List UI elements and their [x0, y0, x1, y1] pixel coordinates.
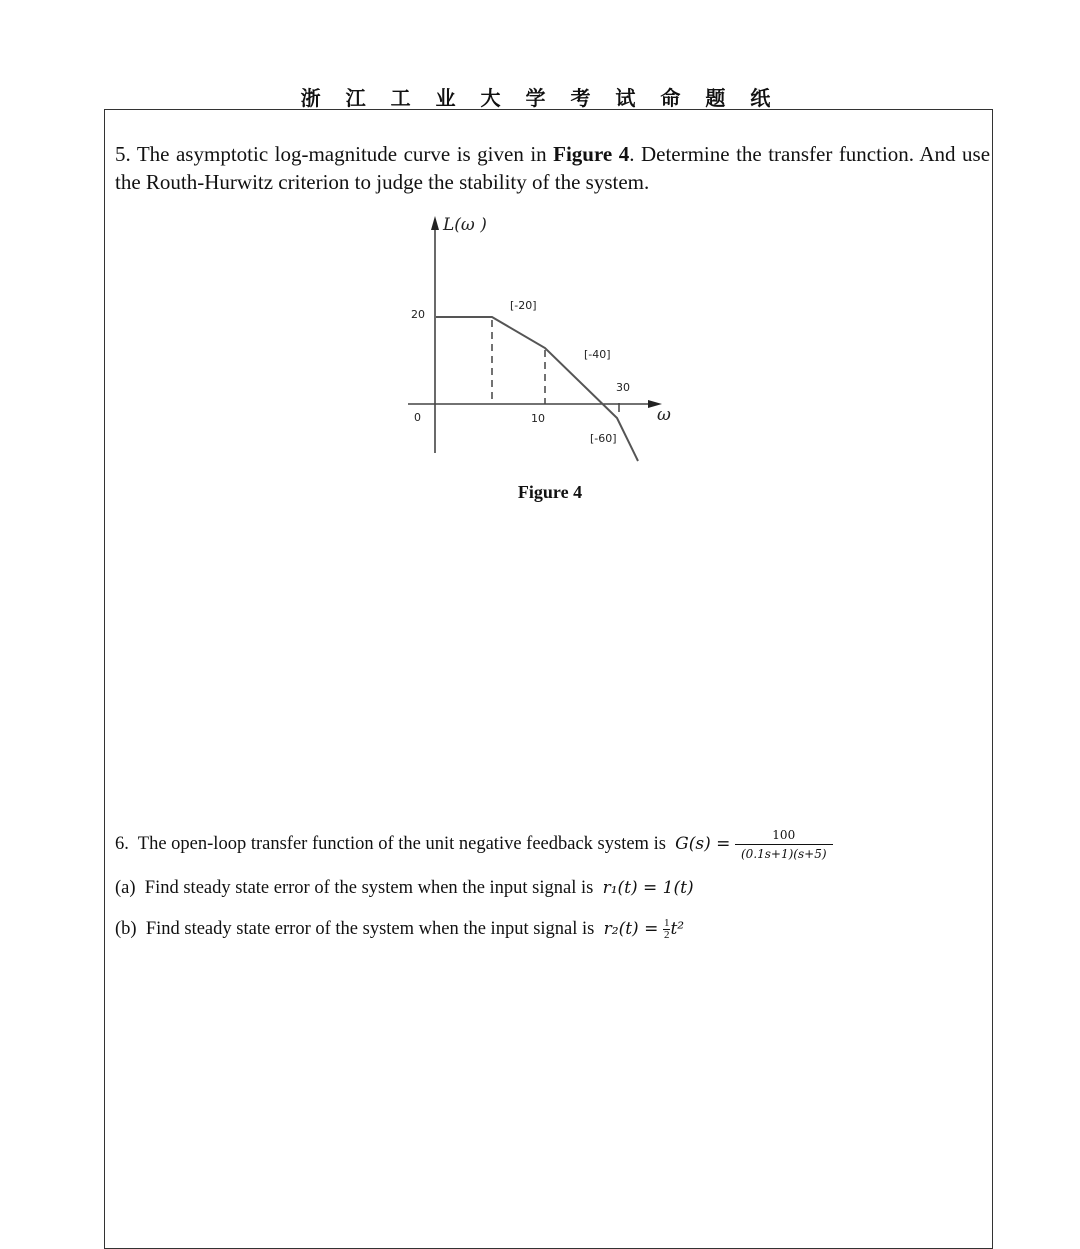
part-b-lhs: r₂(t) = [603, 918, 659, 939]
exam-paper-header: 浙 江 工 业 大 学 考 试 命 题 纸 [300, 86, 780, 110]
part-b-frac-numerator: 1 [663, 917, 670, 929]
part-a-text: Find steady state error of the system when the input signal is [144, 878, 594, 898]
figure-caption: Figure 4 [517, 482, 583, 502]
origin-label: 0 [414, 411, 421, 424]
transfer-function-denominator: (0.1s+1)(s+5) [741, 847, 827, 861]
transfer-function-fraction [735, 828, 833, 861]
question-6-line [115, 828, 833, 861]
question-5-number: 5. [115, 142, 131, 166]
level-20-label: 20 [411, 308, 425, 321]
question-6-number: 6. [115, 833, 129, 854]
tick-30-label: 30 [616, 381, 630, 394]
figure-4-bode-plot [395, 210, 695, 480]
question-5-text: The asymptotic log-magnitude curve is given in [136, 142, 547, 166]
transfer-function-numerator: 100 [735, 828, 833, 845]
figure-reference: Figure 4 [553, 142, 630, 166]
transfer-function-lhs: G(s) = [675, 833, 731, 854]
part-b-label: (b) [115, 918, 137, 939]
question-6-text: The open-loop transfer function of the unit negative feedback system is [137, 833, 666, 854]
question-5-text-rest: . Determine the transfer function. And use the Routh-Hurwitz criterion to judge the stability of the system. [115, 142, 991, 194]
part-b-line [115, 918, 684, 941]
tick-10-label: 10 [531, 412, 545, 425]
part-a-line [115, 878, 694, 899]
part-a-label: (a) [115, 878, 136, 898]
part-b-frac-denominator: 2 [663, 929, 670, 941]
slope-label-60: [-60] [590, 432, 617, 445]
x-axis-label: ω [657, 405, 671, 425]
y-axis-arrow [431, 216, 439, 230]
part-b-tail: t² [670, 918, 685, 939]
part-b-text: Find steady state error of the system when the input signal is [145, 918, 595, 939]
question-5 [115, 140, 990, 196]
y-axis-label: L(ω ) [443, 215, 487, 235]
slope-label-40: [-40] [584, 348, 611, 361]
part-a-math: r₁(t) = 1(t) [602, 878, 694, 898]
slope-label-20: [-20] [510, 299, 537, 312]
